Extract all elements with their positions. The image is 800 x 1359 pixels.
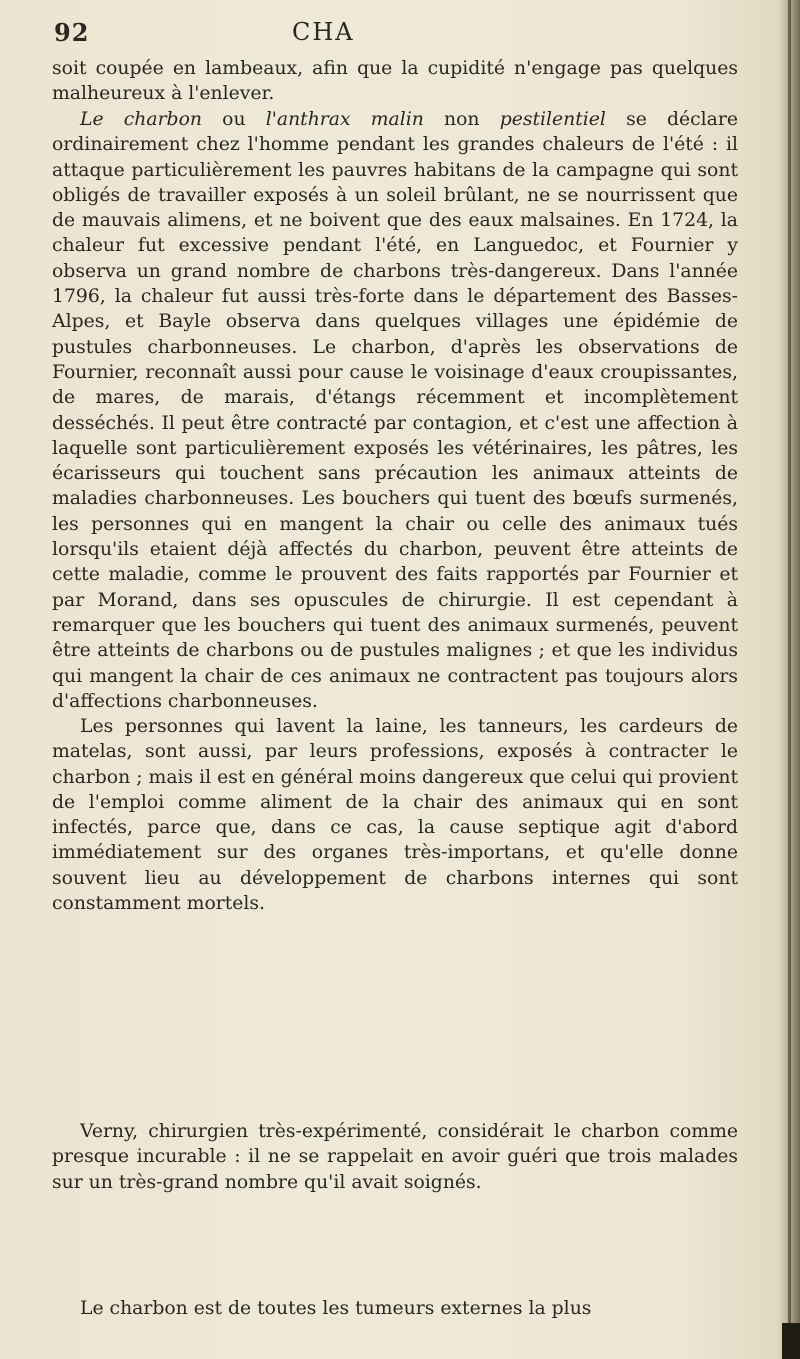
paragraph-text: soit coupée en lambeaux, afin que la cupidité n'engage pas quelques malheureux à l'enlever. — [52, 58, 738, 105]
paragraph — [52, 56, 738, 107]
paragraph-text: ou — [201, 109, 266, 130]
page-header — [52, 8, 742, 48]
term-italic: pestilentiel — [499, 109, 606, 130]
paragraph-text: Le charbon est de toutes les tumeurs externes la plus — [80, 1298, 592, 1319]
paragraph — [52, 1296, 738, 1322]
page-corner-shadow — [782, 1323, 800, 1359]
paragraph — [52, 107, 738, 714]
paragraph-text: non — [423, 109, 500, 130]
paragraph-text: Les personnes qui lavent la laine, les tanneurs, les cardeurs de matelas, sont aussi, par leurs professions, exposés à contracter le charbon ; mais il est en général moins dangereux que celui qui provient de l'emploi comme aliment de la chair des animaux qui en sont infectés, parce que, dans ce cas, la cause septique agit d'abord immédiatement sur des organes très-importans, et qu'elle donne souvent lieu au développement de charbons internes qui sont constamment mortels. — [52, 716, 738, 915]
term-italic: l'anthrax malin — [265, 109, 424, 130]
page-number: 92 — [54, 18, 90, 47]
book-gutter-line — [788, 0, 791, 1359]
term-italic: Le charbon — [80, 109, 202, 130]
running-head: CHA — [292, 18, 355, 46]
paragraph-text: se déclare ordinairement chez l'homme pendant les grandes chaleurs de l'été : il attaque particulièrement les pauvres habitans de la campagne qui sont obligés de travailler exposés à un soleil brûlant, ne se nourrissent que de mauvais alimens, et ne boivent que des eaux malsaines. En 1724, la chaleur fut excessive pendant l'été, en Languedoc, et Fournier y observa un grand nombre de charbons très-dangereux. Dans l'année 1796, la chaleur fut aussi très-forte dans le département des Basses-Alpes, et Bayle observa dans quelques villages une épidémie de pustules charbonneuses. Le charbon, d'après les observations de Fournier, reconnaît aussi pour cause le voisinage d'eaux croupissantes, de mares, de marais, d'étangs récemment et incomplètement desséchés. Il peut être contracté par contagion, et c'est une affection à laquelle sont particulièrement exposés les vétérinaires, les pâtres, les écarisseurs qui touchent sans précaution les animaux atteints de maladies charbonneuses. Les bouchers qui tuent des bœufs surmenés, les personnes qui en mangent la chair ou celle des animaux tués lorsqu'ils etaient déjà affectés du charbon, peuvent être atteints de cette maladie, comme le prouvent des faits rapportés par Fournier et par Morand, dans ses opuscules de chirurgie. Il est cependant à remarquer que les bouchers qui tuent des animaux surmenés, peuvent être atteints de charbons ou de pustules malignes ; et que les individus qui mangent la chair de ces animaux ne contractent pas toujours alors d'affections charbonneuses. — [52, 109, 738, 712]
body-text — [52, 56, 738, 1322]
paragraph — [52, 714, 738, 1119]
paragraph — [52, 1119, 738, 1296]
paragraph-text: Verny, chirurgien très-expérimenté, considérait le charbon comme presque incurable : il ne se rappelait en avoir guéri que trois malades sur un très-grand nombre qu'il avait soignés. — [52, 1121, 738, 1193]
